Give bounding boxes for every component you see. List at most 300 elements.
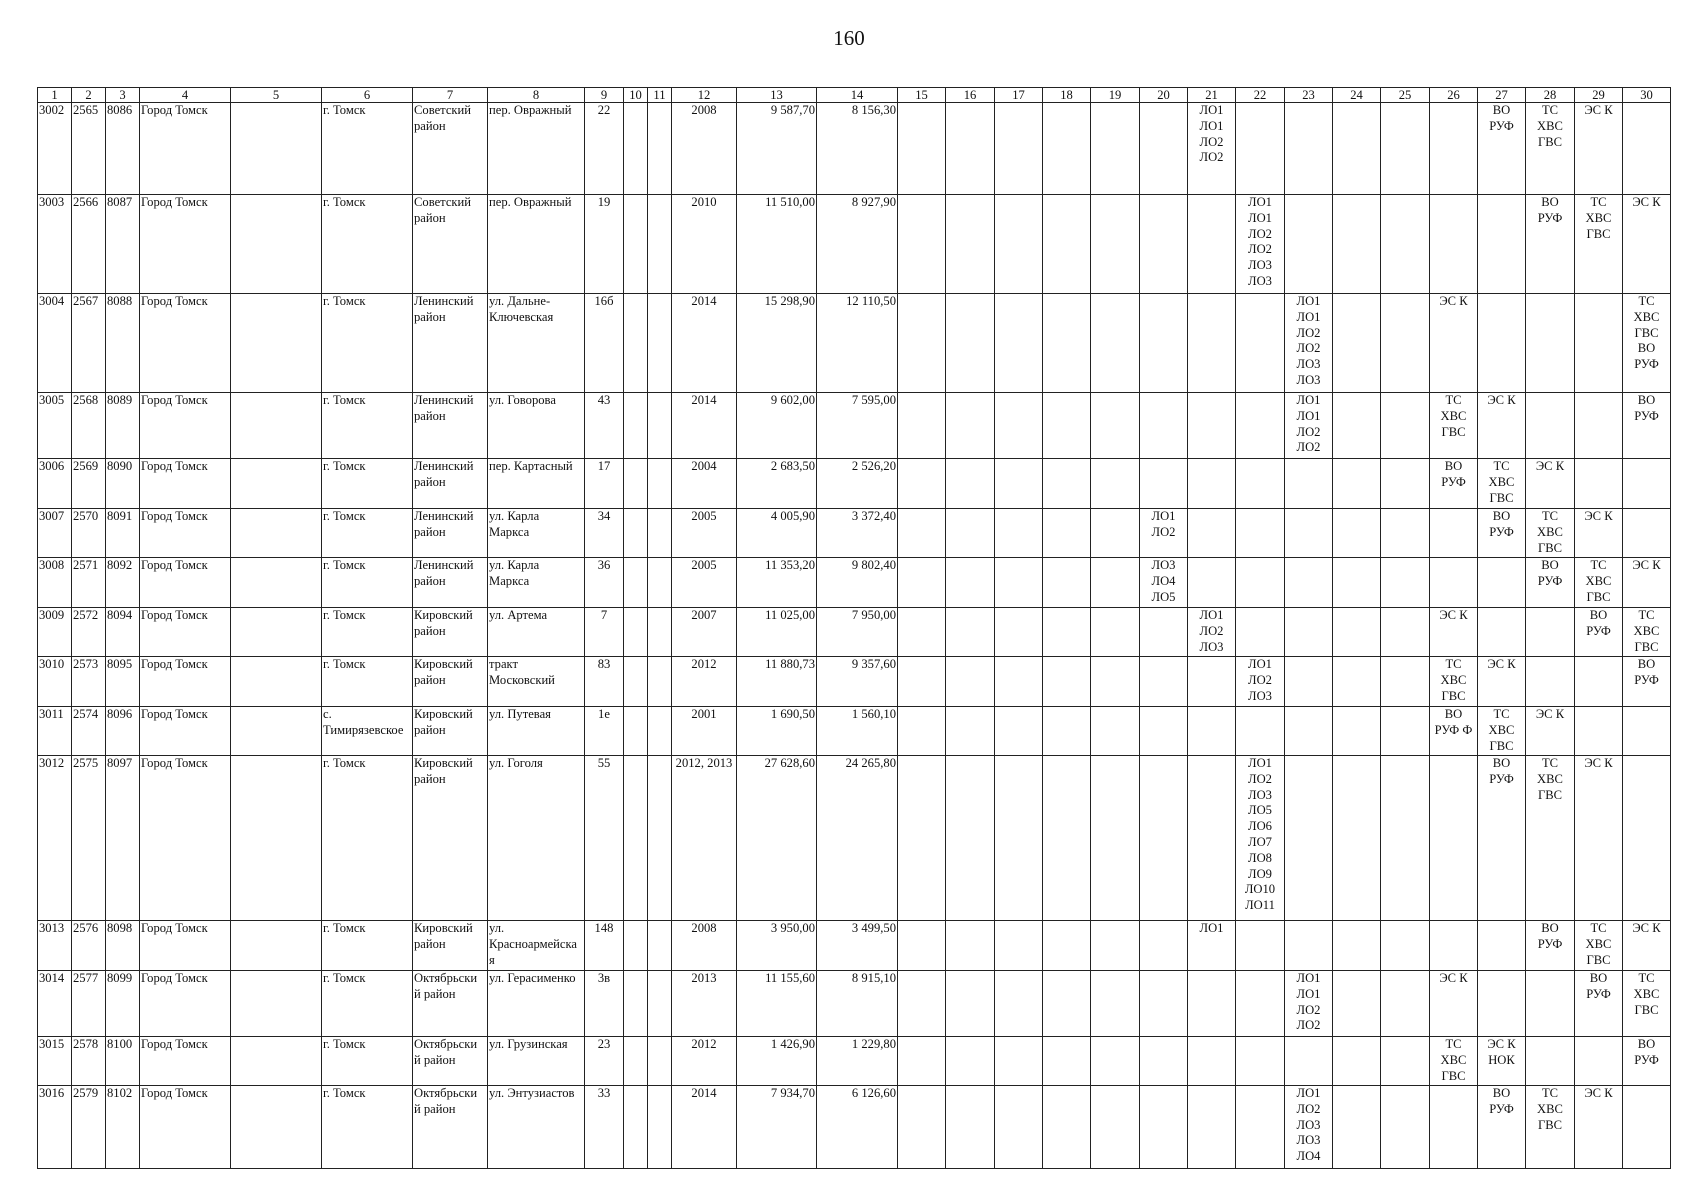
cell-col-19: [1091, 195, 1140, 294]
cell-col-7: Кировский район: [413, 921, 488, 971]
column-number-25: 25: [1381, 88, 1430, 103]
cell-col-1: 3015: [38, 1037, 72, 1086]
cell-col-11: [648, 921, 672, 971]
cell-col-22: [1236, 608, 1285, 657]
cell-col-9: 34: [585, 509, 624, 558]
cell-col-10: [624, 971, 648, 1037]
cell-col-6: г. Томск: [322, 1086, 413, 1169]
column-number-29: 29: [1575, 88, 1623, 103]
cell-col-1: 3012: [38, 756, 72, 921]
cell-col-17: [995, 707, 1043, 756]
cell-col-12: 2013: [672, 971, 737, 1037]
column-number-30: 30: [1623, 88, 1671, 103]
cell-col-19: [1091, 1037, 1140, 1086]
cell-col-2: 2579: [72, 1086, 106, 1169]
cell-col-25: [1381, 756, 1430, 921]
cell-col-13: 1 690,50: [737, 707, 817, 756]
cell-col-15: [898, 707, 946, 756]
cell-col-7: Октябрьски й район: [413, 1086, 488, 1169]
column-number-18: 18: [1043, 88, 1091, 103]
cell-col-12: 2005: [672, 558, 737, 608]
cell-col-20: [1140, 459, 1188, 509]
cell-col-13: 9 587,70: [737, 103, 817, 195]
cell-col-23: [1285, 509, 1333, 558]
cell-col-1: 3009: [38, 608, 72, 657]
cell-col-9: 43: [585, 393, 624, 459]
cell-col-30: ТС ХВС ГВС: [1623, 608, 1671, 657]
cell-col-3: 8092: [106, 558, 140, 608]
column-number-28: 28: [1526, 88, 1575, 103]
cell-col-11: [648, 1037, 672, 1086]
cell-col-14: 2 526,20: [817, 459, 898, 509]
cell-col-22: [1236, 707, 1285, 756]
cell-col-14: 7 950,00: [817, 608, 898, 657]
cell-col-22: ЛО1 ЛО2 ЛО3 ЛО5 ЛО6 ЛО7 ЛО8 ЛО9 ЛО10 ЛО11: [1236, 756, 1285, 921]
cell-col-16: [946, 1037, 995, 1086]
cell-col-17: [995, 756, 1043, 921]
cell-col-20: [1140, 294, 1188, 393]
cell-col-9: 148: [585, 921, 624, 971]
cell-col-17: [995, 1037, 1043, 1086]
cell-col-14: 1 229,80: [817, 1037, 898, 1086]
cell-col-12: 2012: [672, 1037, 737, 1086]
table-row: [38, 657, 1671, 707]
column-number-7: 7: [413, 88, 488, 103]
cell-col-24: [1333, 294, 1381, 393]
cell-col-27: ВО РУФ: [1478, 756, 1526, 921]
cell-col-5: [231, 971, 322, 1037]
cell-col-25: [1381, 509, 1430, 558]
cell-col-5: [231, 393, 322, 459]
cell-col-8: ул. Грузинская: [488, 1037, 585, 1086]
column-number-2: 2: [72, 88, 106, 103]
cell-col-9: 22: [585, 103, 624, 195]
cell-col-18: [1043, 608, 1091, 657]
cell-col-15: [898, 1037, 946, 1086]
cell-col-1: 3004: [38, 294, 72, 393]
cell-col-18: [1043, 756, 1091, 921]
cell-col-29: ВО РУФ: [1575, 971, 1623, 1037]
cell-col-20: [1140, 707, 1188, 756]
cell-col-12: 2008: [672, 921, 737, 971]
cell-col-7: Кировский район: [413, 756, 488, 921]
cell-col-8: ул. Карла Маркса: [488, 558, 585, 608]
cell-col-5: [231, 608, 322, 657]
cell-col-26: ТС ХВС ГВС: [1430, 657, 1478, 707]
cell-col-25: [1381, 195, 1430, 294]
cell-col-19: [1091, 707, 1140, 756]
cell-col-30: [1623, 459, 1671, 509]
cell-col-16: [946, 558, 995, 608]
cell-col-4: Город Томск: [140, 707, 231, 756]
cell-col-29: ЭС К: [1575, 509, 1623, 558]
cell-col-24: [1333, 1086, 1381, 1169]
cell-col-1: 3013: [38, 921, 72, 971]
column-number-row: [38, 88, 1671, 103]
cell-col-15: [898, 103, 946, 195]
cell-col-28: [1526, 657, 1575, 707]
cell-col-2: 2576: [72, 921, 106, 971]
cell-col-22: [1236, 294, 1285, 393]
cell-col-15: [898, 971, 946, 1037]
cell-col-17: [995, 103, 1043, 195]
cell-col-29: [1575, 393, 1623, 459]
cell-col-28: ЭС К: [1526, 707, 1575, 756]
cell-col-15: [898, 509, 946, 558]
cell-col-12: 2012: [672, 657, 737, 707]
cell-col-16: [946, 393, 995, 459]
cell-col-3: 8095: [106, 657, 140, 707]
cell-col-28: [1526, 294, 1575, 393]
cell-col-16: [946, 707, 995, 756]
column-number-11: 11: [648, 88, 672, 103]
cell-col-30: ВО РУФ: [1623, 657, 1671, 707]
cell-col-30: [1623, 756, 1671, 921]
cell-col-13: 4 005,90: [737, 509, 817, 558]
cell-col-7: Советский район: [413, 103, 488, 195]
cell-col-30: ТС ХВС ГВС: [1623, 971, 1671, 1037]
cell-col-8: ул. Карла Маркса: [488, 509, 585, 558]
cell-col-27: ТС ХВС ГВС: [1478, 707, 1526, 756]
cell-col-21: ЛО1: [1188, 921, 1236, 971]
cell-col-16: [946, 103, 995, 195]
cell-col-4: Город Томск: [140, 756, 231, 921]
column-number-15: 15: [898, 88, 946, 103]
cell-col-13: 11 155,60: [737, 971, 817, 1037]
cell-col-20: [1140, 756, 1188, 921]
cell-col-16: [946, 294, 995, 393]
cell-col-26: ЭС К: [1430, 294, 1478, 393]
cell-col-26: [1430, 509, 1478, 558]
table-row: [38, 509, 1671, 558]
cell-col-14: 3 372,40: [817, 509, 898, 558]
cell-col-24: [1333, 558, 1381, 608]
cell-col-18: [1043, 103, 1091, 195]
cell-col-15: [898, 195, 946, 294]
cell-col-28: ТС ХВС ГВС: [1526, 1086, 1575, 1169]
cell-col-6: г. Томск: [322, 195, 413, 294]
cell-col-10: [624, 558, 648, 608]
cell-col-9: 55: [585, 756, 624, 921]
cell-col-22: [1236, 558, 1285, 608]
cell-col-18: [1043, 1037, 1091, 1086]
cell-col-19: [1091, 921, 1140, 971]
cell-col-4: Город Томск: [140, 393, 231, 459]
cell-col-25: [1381, 294, 1430, 393]
cell-col-24: [1333, 1037, 1381, 1086]
column-number-26: 26: [1430, 88, 1478, 103]
cell-col-27: ВО РУФ: [1478, 1086, 1526, 1169]
cell-col-26: [1430, 1086, 1478, 1169]
cell-col-15: [898, 921, 946, 971]
cell-col-10: [624, 921, 648, 971]
cell-col-11: [648, 103, 672, 195]
cell-col-7: Ленинский район: [413, 459, 488, 509]
cell-col-21: [1188, 393, 1236, 459]
cell-col-16: [946, 756, 995, 921]
cell-col-15: [898, 558, 946, 608]
cell-col-12: 2008: [672, 103, 737, 195]
cell-col-11: [648, 294, 672, 393]
cell-col-5: [231, 1037, 322, 1086]
cell-col-10: [624, 195, 648, 294]
cell-col-3: 8086: [106, 103, 140, 195]
cell-col-12: 2014: [672, 1086, 737, 1169]
cell-col-2: 2565: [72, 103, 106, 195]
cell-col-10: [624, 756, 648, 921]
cell-col-16: [946, 195, 995, 294]
cell-col-4: Город Томск: [140, 921, 231, 971]
cell-col-27: [1478, 921, 1526, 971]
cell-col-5: [231, 558, 322, 608]
cell-col-21: [1188, 195, 1236, 294]
cell-col-23: ЛО1 ЛО1 ЛО2 ЛО2 ЛО3 ЛО3: [1285, 294, 1333, 393]
cell-col-13: 3 950,00: [737, 921, 817, 971]
cell-col-26: [1430, 756, 1478, 921]
cell-col-5: [231, 294, 322, 393]
cell-col-1: 3005: [38, 393, 72, 459]
cell-col-17: [995, 393, 1043, 459]
cell-col-8: тракт Московский: [488, 657, 585, 707]
cell-col-18: [1043, 558, 1091, 608]
cell-col-8: пер. Овражный: [488, 103, 585, 195]
cell-col-28: [1526, 1037, 1575, 1086]
cell-col-20: [1140, 1037, 1188, 1086]
table-row: [38, 558, 1671, 608]
cell-col-5: [231, 657, 322, 707]
cell-col-29: ТС ХВС ГВС: [1575, 558, 1623, 608]
cell-col-13: 9 602,00: [737, 393, 817, 459]
cell-col-24: [1333, 195, 1381, 294]
cell-col-22: [1236, 1037, 1285, 1086]
table-row: [38, 707, 1671, 756]
cell-col-9: 7: [585, 608, 624, 657]
cell-col-7: Ленинский район: [413, 558, 488, 608]
cell-col-7: Октябрьски й район: [413, 971, 488, 1037]
cell-col-29: [1575, 294, 1623, 393]
cell-col-23: [1285, 1037, 1333, 1086]
cell-col-16: [946, 971, 995, 1037]
cell-col-9: 33: [585, 1086, 624, 1169]
cell-col-20: ЛО1 ЛО2: [1140, 509, 1188, 558]
cell-col-1: 3011: [38, 707, 72, 756]
column-number-6: 6: [322, 88, 413, 103]
cell-col-21: [1188, 707, 1236, 756]
cell-col-7: Кировский район: [413, 707, 488, 756]
column-number-9: 9: [585, 88, 624, 103]
cell-col-3: 8091: [106, 509, 140, 558]
cell-col-15: [898, 1086, 946, 1169]
cell-col-22: [1236, 1086, 1285, 1169]
cell-col-21: [1188, 971, 1236, 1037]
column-number-20: 20: [1140, 88, 1188, 103]
cell-col-14: 8 927,90: [817, 195, 898, 294]
cell-col-25: [1381, 657, 1430, 707]
cell-col-19: [1091, 756, 1140, 921]
cell-col-16: [946, 509, 995, 558]
cell-col-27: [1478, 608, 1526, 657]
cell-col-7: Советский район: [413, 195, 488, 294]
cell-col-9: 19: [585, 195, 624, 294]
cell-col-20: [1140, 103, 1188, 195]
cell-col-2: 2578: [72, 1037, 106, 1086]
cell-col-13: 11 025,00: [737, 608, 817, 657]
cell-col-25: [1381, 971, 1430, 1037]
cell-col-29: ВО РУФ: [1575, 608, 1623, 657]
cell-col-22: [1236, 921, 1285, 971]
cell-col-23: ЛО1 ЛО1 ЛО2 ЛО2: [1285, 393, 1333, 459]
cell-col-13: 27 628,60: [737, 756, 817, 921]
cell-col-27: ВО РУФ: [1478, 509, 1526, 558]
cell-col-23: [1285, 608, 1333, 657]
cell-col-4: Город Томск: [140, 103, 231, 195]
cell-col-29: ЭС К: [1575, 1086, 1623, 1169]
cell-col-22: [1236, 393, 1285, 459]
cell-col-3: 8090: [106, 459, 140, 509]
cell-col-12: 2007: [672, 608, 737, 657]
cell-col-30: ВО РУФ: [1623, 393, 1671, 459]
cell-col-17: [995, 971, 1043, 1037]
column-number-10: 10: [624, 88, 648, 103]
cell-col-25: [1381, 1086, 1430, 1169]
column-number-16: 16: [946, 88, 995, 103]
cell-col-10: [624, 608, 648, 657]
cell-col-15: [898, 657, 946, 707]
column-number-5: 5: [231, 88, 322, 103]
column-number-23: 23: [1285, 88, 1333, 103]
cell-col-3: 8089: [106, 393, 140, 459]
cell-col-20: ЛО3 ЛО4 ЛО5: [1140, 558, 1188, 608]
cell-col-3: 8096: [106, 707, 140, 756]
cell-col-25: [1381, 558, 1430, 608]
cell-col-4: Город Томск: [140, 1037, 231, 1086]
cell-col-1: 3003: [38, 195, 72, 294]
cell-col-8: ул. Красноармейска я: [488, 921, 585, 971]
cell-col-20: [1140, 608, 1188, 657]
cell-col-4: Город Томск: [140, 657, 231, 707]
cell-col-27: ЭС К НОК: [1478, 1037, 1526, 1086]
cell-col-9: 36: [585, 558, 624, 608]
cell-col-22: [1236, 971, 1285, 1037]
cell-col-21: [1188, 1086, 1236, 1169]
cell-col-11: [648, 971, 672, 1037]
cell-col-11: [648, 195, 672, 294]
cell-col-1: 3006: [38, 459, 72, 509]
cell-col-7: Ленинский район: [413, 294, 488, 393]
cell-col-6: г. Томск: [322, 971, 413, 1037]
column-number-13: 13: [737, 88, 817, 103]
cell-col-29: [1575, 707, 1623, 756]
cell-col-1: 3016: [38, 1086, 72, 1169]
table-row: [38, 756, 1671, 921]
cell-col-1: 3008: [38, 558, 72, 608]
cell-col-21: [1188, 459, 1236, 509]
cell-col-27: ВО РУФ: [1478, 103, 1526, 195]
cell-col-4: Город Томск: [140, 459, 231, 509]
cell-col-11: [648, 393, 672, 459]
cell-col-12: 2005: [672, 509, 737, 558]
cell-col-2: 2567: [72, 294, 106, 393]
column-number-4: 4: [140, 88, 231, 103]
table-row: [38, 971, 1671, 1037]
cell-col-13: 11 880,73: [737, 657, 817, 707]
cell-col-3: 8088: [106, 294, 140, 393]
cell-col-14: 24 265,80: [817, 756, 898, 921]
cell-col-27: [1478, 195, 1526, 294]
cell-col-15: [898, 459, 946, 509]
cell-col-18: [1043, 921, 1091, 971]
cell-col-6: г. Томск: [322, 509, 413, 558]
cell-col-21: [1188, 756, 1236, 921]
cell-col-4: Город Томск: [140, 509, 231, 558]
cell-col-30: [1623, 103, 1671, 195]
cell-col-3: 8087: [106, 195, 140, 294]
cell-col-19: [1091, 509, 1140, 558]
cell-col-17: [995, 294, 1043, 393]
cell-col-23: ЛО1 ЛО1 ЛО2 ЛО2: [1285, 971, 1333, 1037]
cell-col-9: 23: [585, 1037, 624, 1086]
cell-col-26: [1430, 103, 1478, 195]
cell-col-29: [1575, 657, 1623, 707]
cell-col-21: [1188, 558, 1236, 608]
cell-col-14: 1 560,10: [817, 707, 898, 756]
cell-col-10: [624, 294, 648, 393]
cell-col-18: [1043, 509, 1091, 558]
cell-col-28: ТС ХВС ГВС: [1526, 756, 1575, 921]
cell-col-8: ул. Дальне- Ключевская: [488, 294, 585, 393]
cell-col-14: 8 156,30: [817, 103, 898, 195]
cell-col-23: [1285, 756, 1333, 921]
cell-col-23: [1285, 459, 1333, 509]
cell-col-9: 16б: [585, 294, 624, 393]
cell-col-11: [648, 707, 672, 756]
cell-col-10: [624, 657, 648, 707]
cell-col-30: ЭС К: [1623, 195, 1671, 294]
cell-col-14: 8 915,10: [817, 971, 898, 1037]
cell-col-27: [1478, 971, 1526, 1037]
cell-col-12: 2001: [672, 707, 737, 756]
cell-col-9: 1е: [585, 707, 624, 756]
cell-col-16: [946, 921, 995, 971]
cell-col-2: 2570: [72, 509, 106, 558]
cell-col-22: [1236, 103, 1285, 195]
column-number-8: 8: [488, 88, 585, 103]
cell-col-17: [995, 921, 1043, 971]
cell-col-23: [1285, 558, 1333, 608]
cell-col-6: г. Томск: [322, 393, 413, 459]
cell-col-5: [231, 103, 322, 195]
cell-col-18: [1043, 707, 1091, 756]
cell-col-2: 2572: [72, 608, 106, 657]
cell-col-22: ЛО1 ЛО2 ЛО3: [1236, 657, 1285, 707]
cell-col-26: ТС ХВС ГВС: [1430, 393, 1478, 459]
cell-col-11: [648, 608, 672, 657]
table-row: [38, 608, 1671, 657]
cell-col-22: ЛО1 ЛО1 ЛО2 ЛО2 ЛО3 ЛО3: [1236, 195, 1285, 294]
cell-col-25: [1381, 103, 1430, 195]
cell-col-23: [1285, 103, 1333, 195]
cell-col-26: ТС ХВС ГВС: [1430, 1037, 1478, 1086]
cell-col-8: ул. Гоголя: [488, 756, 585, 921]
cell-col-2: 2574: [72, 707, 106, 756]
cell-col-29: [1575, 459, 1623, 509]
cell-col-7: Кировский район: [413, 608, 488, 657]
cell-col-17: [995, 459, 1043, 509]
table-row: [38, 459, 1671, 509]
cell-col-3: 8099: [106, 971, 140, 1037]
cell-col-24: [1333, 509, 1381, 558]
cell-col-12: 2010: [672, 195, 737, 294]
